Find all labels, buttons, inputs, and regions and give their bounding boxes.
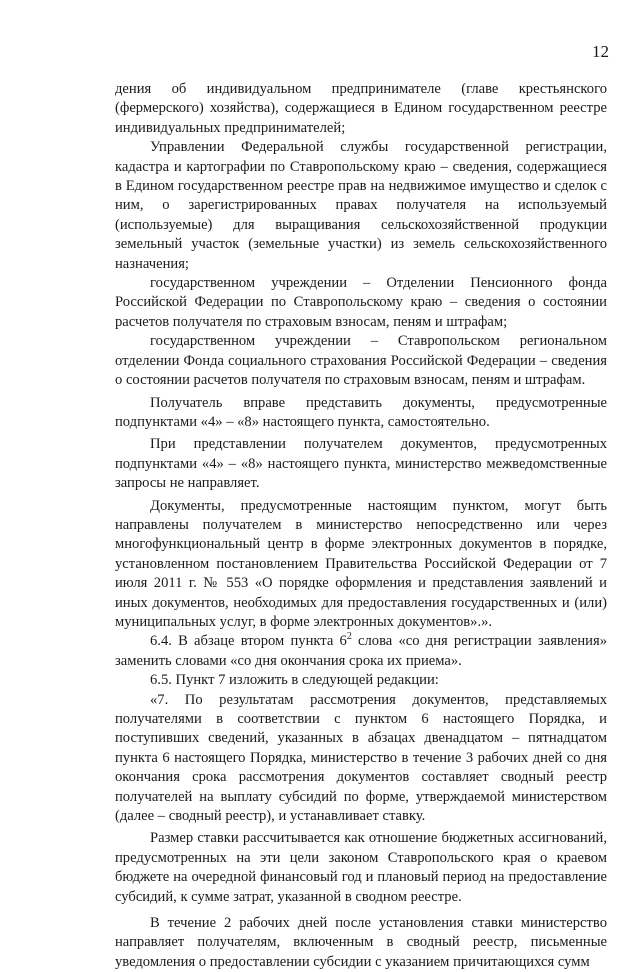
paragraph: «7. По результатам рассмотрения документов, представляемых получателями в соответствии с пунктом 6 настоящего Порядка, и поступивших сведений, указанных в абзацах двенадцатом – пятнадцатом пункта 6 настоящего Порядка, министерство в течение 3 рабочих дней со дня окончания срока рассмотрения документов составляет сводный реестр получателей на выплату субсидий по форме, утверждаемой министерством (далее – сводный реестр), и устанавливает ставку. — [115, 691, 607, 825]
paragraph: При представлении получателем документов, предусмотренных подпунктами «4» – «8» настоящего пункта, министерство межведомственные запросы не направляет. — [115, 436, 607, 492]
paragraph: Размер ставки рассчитывается как отношение бюджетных ассигнований, предусмотренных на эти цели законом Ставропольского края о краевом бюджете на очередной финансовый год и плановый период на предоставление субсидий, к сумме затрат, указанной в сводном реестре. — [115, 830, 607, 905]
paragraph: Получатель вправе представить документы, предусмотренные подпунктами «4» – «8» настоящего пункта, самостоятельно. — [115, 394, 607, 430]
paragraph: государственном учреждении – Ставропольском региональном отделении Фонда социального страхования Российской Федерации – сведения о состоянии расчетов получателя по страховым взносам, пеням и штрафам. — [115, 333, 607, 389]
item-6-4-superscript: 2 — [346, 631, 352, 643]
paragraph: государственном учреждении – Отделении Пенсионного фонда Российской Федерации по Ставропольскому краю – сведения о состоянии расчетов получателя по страховым взносам, пеням и штрафам; — [115, 275, 607, 330]
item-6-4-after: слова «со дня регистрации заявления» заменить словами «со дня окончания срока их приема». — [115, 633, 607, 669]
paragraph: Документы, предусмотренные настоящим пунктом, могут быть направлены получателем в министерство непосредственно или через многофункциональный центр в форме электронных документов в порядке, установленном постановлением Правительства Российской Федерации от 7 июля 2011 г. № 553 «О порядке оформления и представления заявлений и иных документов, необходимых для предоставления государственных и (или) муниципальных услуг, в форме электронных документов».». — [115, 497, 607, 630]
paragraph: В течение 2 рабочих дней после установления ставки министерство направляет получателям, включенным в сводный реестр, письменные уведомления о предоставлении субсидии с указанием причитающихся сумм — [115, 915, 607, 970]
item-6-4-before: 6.4. В абзаце втором пункта 6 — [150, 633, 347, 650]
page-number: 12 — [592, 42, 609, 61]
paragraph: дения об индивидуальном предпринимателе (главе крестьянского (фермерского) хозяйства), содержащиеся в Едином государственном реестре индивидуальных предпринимателей; — [115, 81, 607, 136]
paragraph: 6.5. Пункт 7 изложить в следующей редакции: — [150, 672, 439, 689]
paragraph: Управлении Федеральной службы государственной регистрации, кадастра и картографии по Ставропольскому краю – сведения, содержащиеся в Едином государственном реестре прав на недвижимое имущество и сделок с ним, о зарегистрированных правах получателя на используемый (используемые) для выращивания сельскохозяйственной продукции земельный участок (земельные участки) из земель сельскохозяйственного назначения; — [115, 139, 607, 272]
document-body — [115, 80, 607, 972]
paragraph-item-6-4 — [115, 632, 607, 671]
